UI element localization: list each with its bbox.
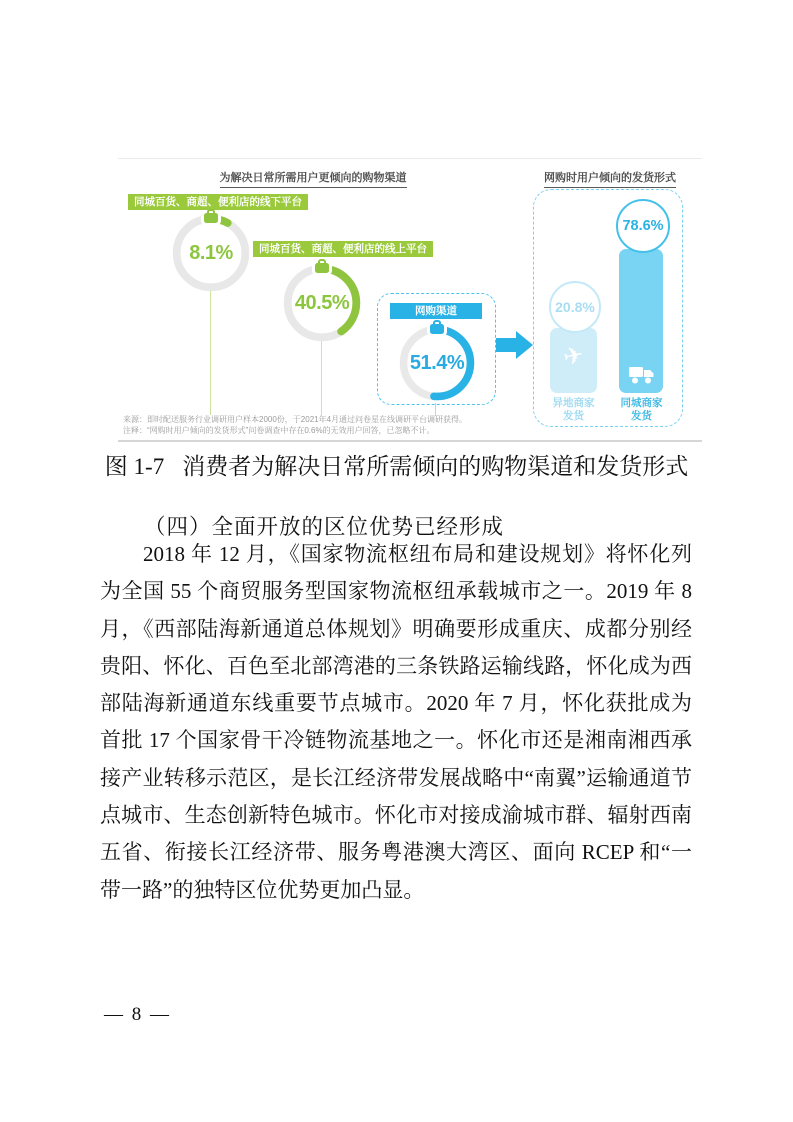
delivery-panel [533,189,683,427]
left-chart-title: 为解决日常所需用户更倾向的购物渠道 [193,169,433,188]
body-line: 带一路”的独特区位优势更加凸显。 [100,877,425,902]
shopping-basket-icon [315,263,329,273]
body-line: 月，《西部陆海新通道总体规划》明确要形成重庆、成都分别经 [100,616,692,641]
figure-caption-number: 图 1-7 [104,454,165,479]
offline-platform-tag: 同城百货、商超、便利店的线下平台 [128,194,308,210]
remote-merchant-label: 异地商家发货 [552,397,595,422]
body-line: 首批 17 个国家骨干冷链物流基地之一。怀化市还是湘南湘西承 [100,728,692,753]
remote-percent-circle: 20.8% [549,281,601,333]
figure-infographic [118,158,702,445]
online-platform-tag: 同城百货、商超、便利店的线上平台 [253,241,433,257]
page-number: — 8 — [104,1004,171,1025]
body-line: 五省、衔接长江经济带、服务粤港澳大湾区、面向 RCEP 和“一 [100,840,692,865]
local-merchant-label: 同城商家发货 [620,397,663,422]
briefcase-icon [430,324,444,334]
body-line: 贵阳、怀化、百色至北部湾港的三条铁路运输线路，怀化成为西 [100,653,692,678]
remark-note: 注释：“网购时用户倾向的发货形式”问卷调查中存在0.6%的无效用户回答，已忽略不计。 [123,426,435,435]
arrow-icon [496,338,517,352]
stem-line [321,341,322,415]
body-line: 部陆海新通道东线重要节点城市。2020 年 7 月，怀化获批成为 [100,691,692,716]
body-line: 点城市、生态创新特色城市。怀化市对接成渝城市群、辐射西南 [100,803,692,828]
figure-bottom-rule [118,440,702,442]
figure-caption [0,448,793,481]
body-line: 接产业转移示范区，是长江经济带发展战略中“南翼”运输通道节 [100,765,692,790]
remote-merchant-bar [550,328,597,393]
offline-value: 8.1% [189,241,233,264]
body-line: 2018 年 12 月，《国家物流枢纽布局和建设规划》将怀化列 [143,542,692,566]
body-paragraph [100,536,692,909]
figure-caption-text: 消费者为解决日常所需倾向的购物渠道和发货形式 [182,454,689,479]
local-percent-circle: 78.6% [616,199,670,253]
local-merchant-bar [619,249,663,393]
right-chart-title: 网购时用户倾向的发货形式 [490,169,730,188]
body-line: 为全国 55 个商贸服务型国家物流枢纽承载城市之一。2019 年 8 [100,579,692,604]
shopping-bag-icon [204,213,218,223]
ecommerce-value: 51.4% [409,351,465,374]
truck-icon [628,365,655,385]
stem-line [210,291,211,415]
airplane-icon: ✈ [560,340,587,372]
ecommerce-dashed-box [377,293,496,405]
arrow-icon [516,331,533,359]
source-note: 来源：即时配送服务行业调研用户样本2000份，于2021年4月通过问卷星在线调研平台调研获得。 [123,415,468,424]
section-heading: （四）全面开放的区位优势已经形成 [144,515,505,539]
ecommerce-channel-tag: 网购渠道 [390,303,482,319]
online-value: 40.5% [294,291,350,314]
